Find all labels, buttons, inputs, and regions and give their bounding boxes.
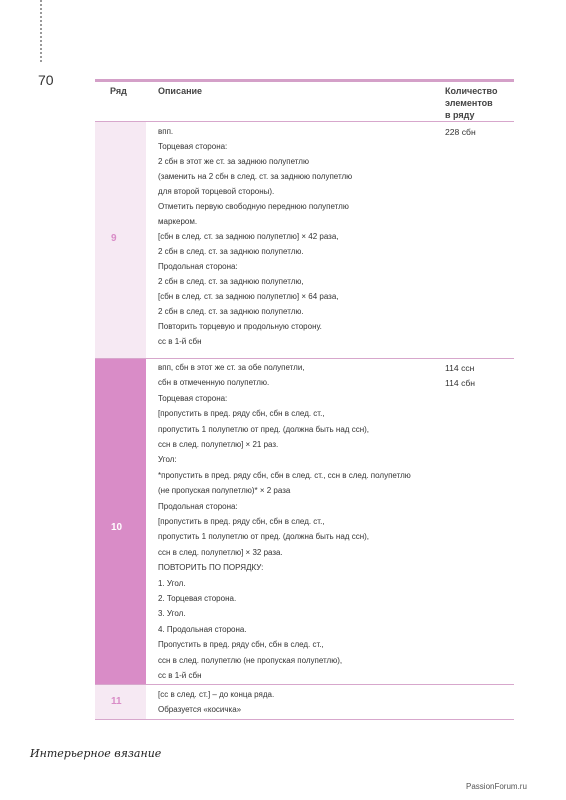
row-9-cell [95, 122, 146, 358]
header-rule [95, 121, 514, 122]
row-10-line: пропустить 1 полупетлю от пред. (должна быть над ссн), [158, 532, 369, 542]
row-9-line: 2 сбн в след. ст. за заднюю полупетлю, [158, 277, 304, 286]
row-10-line: пропустить 1 полупетлю от пред. (должна быть над ссн), [158, 424, 369, 434]
row-10-cell [95, 359, 146, 684]
row-10-line: ссн в след. полупетлю] × 21 раз. [158, 440, 279, 449]
row-9-rule [95, 358, 514, 359]
row-10-line: 4. Продольная сторона. [158, 624, 247, 634]
header-description: Описание [158, 86, 203, 96]
row-11-number: 11 [111, 696, 122, 707]
row-10-line: (не пропуская полупетлю)* × 2 раза [158, 486, 291, 496]
row-9-line: 2 сбн в этот же ст. за заднюю полупетлю [158, 157, 309, 166]
row-10-line: Угол: [158, 455, 177, 465]
row-10-line: ссн в след. полупетлю] × 32 раза. [158, 547, 283, 557]
row-10-line: ссн в след. полупетлю (не пропуская полупетлю), [158, 655, 343, 665]
row-10-line: 3. Угол. [158, 609, 186, 619]
row-10-line: Торцевая сторона: [158, 393, 228, 403]
page-number: 70 [38, 72, 54, 88]
row-11-cell [95, 685, 146, 719]
row-10-line: [пропустить в пред. ряду сбн, сбн в след. ст., [158, 409, 325, 419]
row-10-count-value: 114 сбн [445, 378, 476, 388]
row-10-line: Пропустить в пред. ряду сбн, сбн в след. ст., [158, 640, 324, 650]
header-count-line1: Количество [445, 86, 498, 96]
table-top-rule [95, 79, 514, 82]
row-10-line: сс в 1-й сбн [158, 671, 202, 680]
row-9-line: 2 сбн в след. ст. за заднюю полупетлю. [158, 247, 304, 256]
row-11-line: Образуется «косичка» [158, 705, 242, 714]
row-9-line: для второй торцевой стороны). [158, 187, 275, 196]
row-10-line: 1. Угол. [158, 578, 186, 588]
row-9-line: [сбн в след. ст. за заднюю полупетлю] × 42 раза, [158, 232, 339, 241]
row-9-line: Повторить торцевую и продольную сторону. [158, 322, 322, 331]
row-9-line: (заменить на 2 сбн в след. ст. за заднюю полупетлю [158, 172, 353, 181]
footer-title: Интерьерное вязание [30, 747, 162, 760]
row-10-line: *пропустить в пред. ряду сбн, сбн в след. ст., ссн в след. полупетлю [158, 470, 411, 480]
header-count-line2: элементов [445, 98, 493, 108]
margin-dotted-line [40, 0, 42, 62]
row-10-line: [пропустить в пред. ряду сбн, сбн в след. ст., [158, 517, 325, 526]
row-9-number: 9 [111, 233, 117, 244]
header-count-line3: в ряду [445, 110, 475, 120]
row-9-line: Продольная сторона: [158, 262, 238, 271]
watermark: PassionForum.ru [466, 782, 527, 791]
row-9-line: [сбн в след. ст. за заднюю полупетлю] × 64 раза, [158, 292, 339, 301]
row-9-line: Отметить первую свободную переднюю полупетлю [158, 202, 349, 211]
row-10-line: 2. Торцевая сторона. [158, 594, 237, 603]
row-10-line: ПОВТОРИТЬ ПО ПОРЯДКУ: [158, 563, 264, 573]
row-10-line: сбн в отмеченную полупетлю. [158, 378, 270, 388]
row-9-line: Торцевая сторона: [158, 142, 228, 151]
row-9-line: впп. [158, 127, 174, 136]
row-10-number: 10 [111, 522, 123, 533]
row-10-line: Продольная сторона: [158, 501, 238, 511]
row-9-line: сс в 1-й сбн [158, 337, 202, 346]
row-9-line: 2 сбн в след. ст. за заднюю полупетлю. [158, 307, 304, 316]
row-10-count-value: 114 ссн [445, 363, 475, 373]
header-row-label: Ряд [110, 86, 127, 96]
header-count [445, 85, 497, 121]
row-11-line: [сс в след. ст.] – до конца ряда. [158, 690, 275, 699]
row-9-line: маркером. [158, 217, 198, 226]
row-10-line: впп, сбн в этот же ст. за обе полупетли, [158, 363, 305, 372]
row-11-rule [95, 719, 514, 720]
row-9-count-value: 228 сбн [445, 127, 476, 137]
row-10-rule [95, 684, 514, 685]
